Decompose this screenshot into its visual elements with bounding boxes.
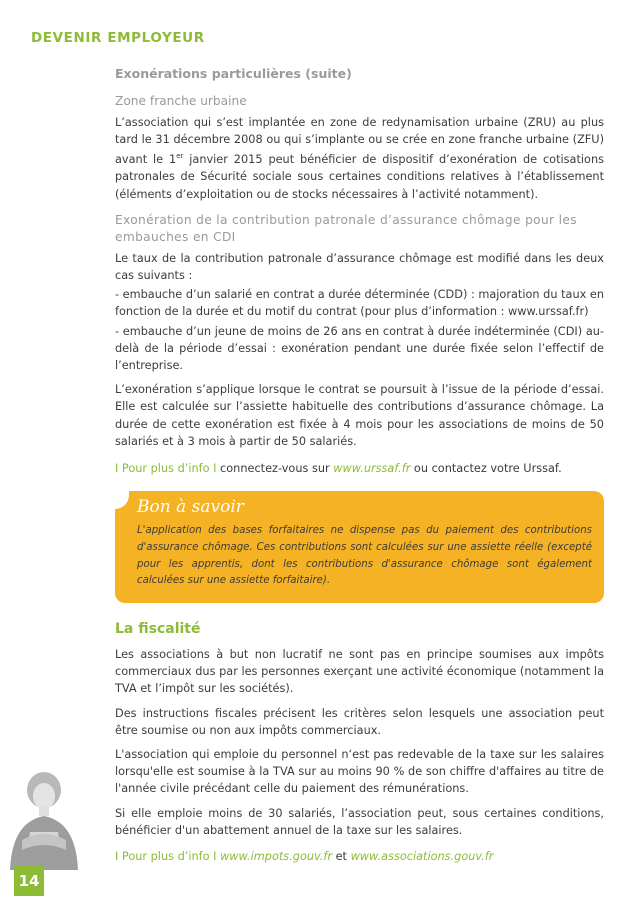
associations-link[interactable]: www.associations.gouv.fr <box>350 850 494 864</box>
cdi-paragraph-3: - embauche d’un jeune de moins de 26 ans en contrat à durée indéterminée (CDI) au-delà de la période d’essai : exonération pendant une durée fixée selon l’effectif de l’entreprise. <box>115 324 604 372</box>
person-illustration <box>2 770 86 870</box>
cdi-paragraph-1: Le taux de la contribution patronale d’assurance chômage est modifié dans les deux cas suivants : <box>115 251 604 282</box>
cdi-paragraph-2: - embauche d’un salarié en contrat a durée déterminée (CDD) : majoration du taux en fonction de la durée et du motif du contrat (pour plus d’information : www.urssaf.fr) <box>115 288 604 319</box>
bon-a-savoir-box <box>115 491 604 603</box>
info-text: connectez-vous sur <box>216 462 334 476</box>
zfu-text-end: janvier 2015 peut bénéficier de dispositif d’exonération de cotisations patronales de Sécurité sociale sous certaines conditions relatives à l’établissement (éléments d’exploitation ou de stocks nécessaires à l’activité notamment). <box>115 153 604 201</box>
page-number: 14 <box>14 866 44 896</box>
fiscalite-paragraph-1: Les associations à but non lucratif ne sont pas en principe soumises aux impôts commerciaux dus par les personnes exerçant une activité économique (notamment la TVA et l’impôt sur les sociétés). <box>115 648 604 696</box>
fiscalite-paragraph-3: L'association qui emploie du personnel n‘est pas redevable de la taxe sur les salaires lorsqu'elle est soumise à la TVA sur au moins 90 % de son chiffre d'affaires au titre de l'année civile précédant celle du paiement des rémunérations. <box>115 748 604 796</box>
zfu-paragraph <box>115 114 604 203</box>
running-header: DEVENIR EMPLOYEUR <box>31 30 205 46</box>
main-content <box>115 66 604 865</box>
urssaf-link[interactable]: www.urssaf.fr <box>333 462 411 476</box>
fiscalite-paragraph-4: Si elle emploie moins de 30 salariés, l’association peut, sous certaines conditions, bénéficier d'un abattement annuel de la taxe sur les salaires. <box>115 806 604 837</box>
fiscalite-paragraph-2: Des instructions fiscales précisent les critères selon lesquels une association peut être soumise ou non aux impôts commerciaux. <box>115 706 604 737</box>
zfu-text-start: L’association qui s’est implantée en zone de redynamisation urbaine (ZRU) au plus tard le 31 décembre 2008 ou qui s’implante ou se crée en zone franche urbaine (ZFU) avant le 1 <box>115 116 604 167</box>
info-text-end: ou contactez votre Urssaf. <box>410 462 562 476</box>
box-notch <box>115 491 129 509</box>
impots-info-line <box>115 848 604 865</box>
bon-a-savoir-text: L'application des bases forfaitaires ne dispense pas du paiement des contributions d'assurance chômage. Ces contributions sont calculées sur une assiette réelle (excepté pour les apprentis, dont les contributions d'assurance chômage sont également calculées sur une assiette forfaitaire). <box>137 525 592 587</box>
impots-link[interactable]: www.impots.gouv.fr <box>220 850 332 864</box>
urssaf-info-line <box>115 460 604 477</box>
fiscalite-title: La fiscalité <box>115 621 201 638</box>
ordinal-sup: er <box>176 152 184 161</box>
zfu-title: Zone franche urbaine <box>115 94 247 108</box>
section-title: Exonérations particulières (suite) <box>115 66 352 81</box>
info-and: et <box>332 850 351 864</box>
cdi-title: Exonération de la contribution patronale d’assurance chômage pour les embauches en CDI <box>115 212 577 244</box>
info-label: I Pour plus d’info I <box>115 462 217 476</box>
cdi-paragraph-4: L’exonération s’applique lorsque le contrat se poursuit à l’issue de la période d’essai. Elle est calculée sur l’assiette habituelle des contributions d’assurance chômage. La durée de cette exonération est fixée à 4 mois pour les associations de moins de 50 salariés et à 3 mois à partir de 50 salariés. <box>115 383 604 448</box>
bon-a-savoir-title: Bon à savoir <box>137 497 244 518</box>
info-label: I Pour plus d’info I <box>115 850 217 864</box>
